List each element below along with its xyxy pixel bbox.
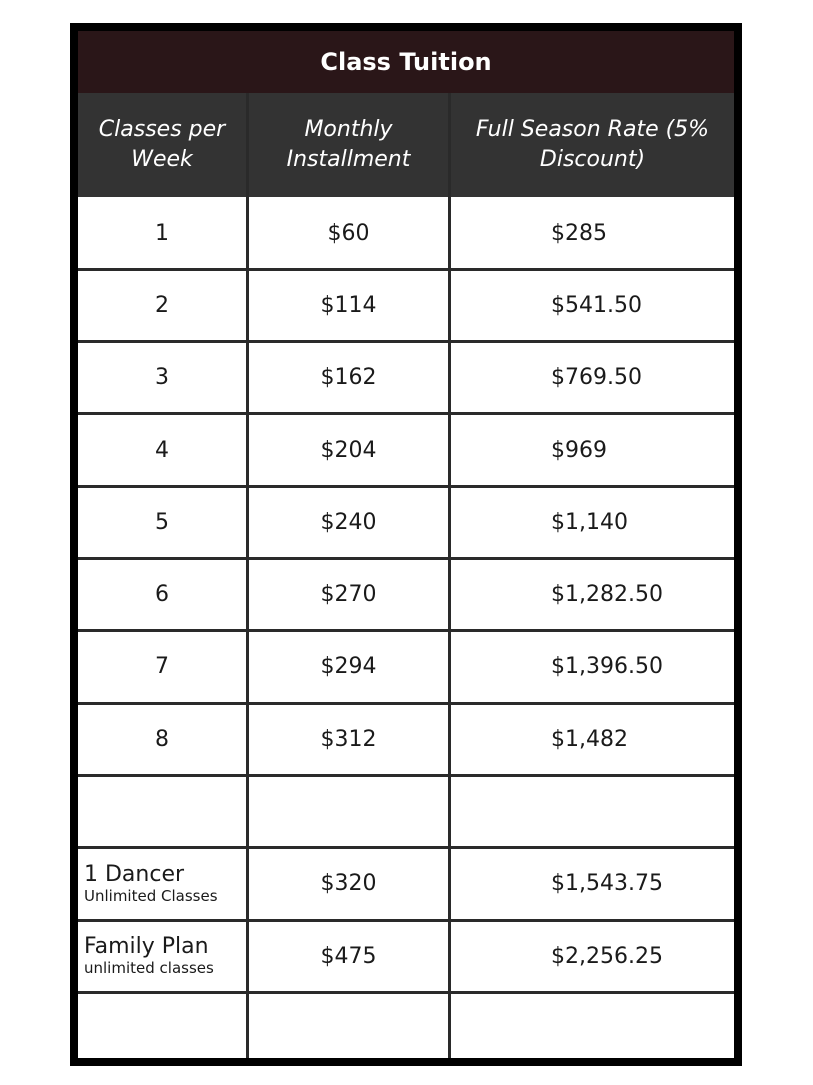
tuition-table [78,31,734,1058]
plan-name: 1 Dancer [84,861,185,887]
cell-classes: 2 [155,292,169,318]
plan-label [84,848,244,920]
plan-name: Family Plan [84,934,209,960]
cell-season: $1,482 [551,726,628,752]
plan-note: unlimited classes [84,959,214,978]
header-row [78,93,734,197]
cell-season: $1,543.75 [551,871,663,897]
cell-classes: 8 [155,726,169,752]
cell-monthly: $270 [320,582,377,608]
cell-monthly: $320 [320,871,377,897]
table-title: Class Tuition [78,31,734,93]
cell-monthly: $475 [320,943,377,969]
header-monthly-installment: Monthly Installment [286,117,411,172]
cell-season: $1,140 [551,509,628,535]
cell-monthly: $240 [320,509,377,535]
cell-monthly: $204 [320,437,377,463]
cell-season: $2,256.25 [551,943,663,969]
cell-monthly: $114 [320,292,377,318]
tuition-table-frame [70,23,742,1066]
header-full-season-rate: Full Season Rate (5% Discount) [475,117,710,172]
cell-classes: 3 [155,365,169,391]
cell-classes: 4 [155,437,169,463]
cell-monthly: $312 [320,726,377,752]
cell-classes: 7 [155,654,169,680]
header-classes-per-week: Classes per Week [98,117,226,172]
cell-monthly: $60 [327,220,370,246]
column-divider [448,93,451,1058]
plan-note: Unlimited Classes [84,886,218,905]
cell-season: $1,282.50 [551,582,663,608]
cell-monthly: $162 [320,365,377,391]
cell-season: $969 [551,437,607,463]
cell-season: $285 [551,220,607,246]
cell-classes: 5 [155,509,169,535]
plan-label [84,920,244,992]
cell-monthly: $294 [320,654,377,680]
cell-classes: 6 [155,582,169,608]
cell-season: $1,396.50 [551,654,663,680]
cell-classes: 1 [155,220,169,246]
cell-season: $769.50 [551,365,642,391]
cell-season: $541.50 [551,292,642,318]
